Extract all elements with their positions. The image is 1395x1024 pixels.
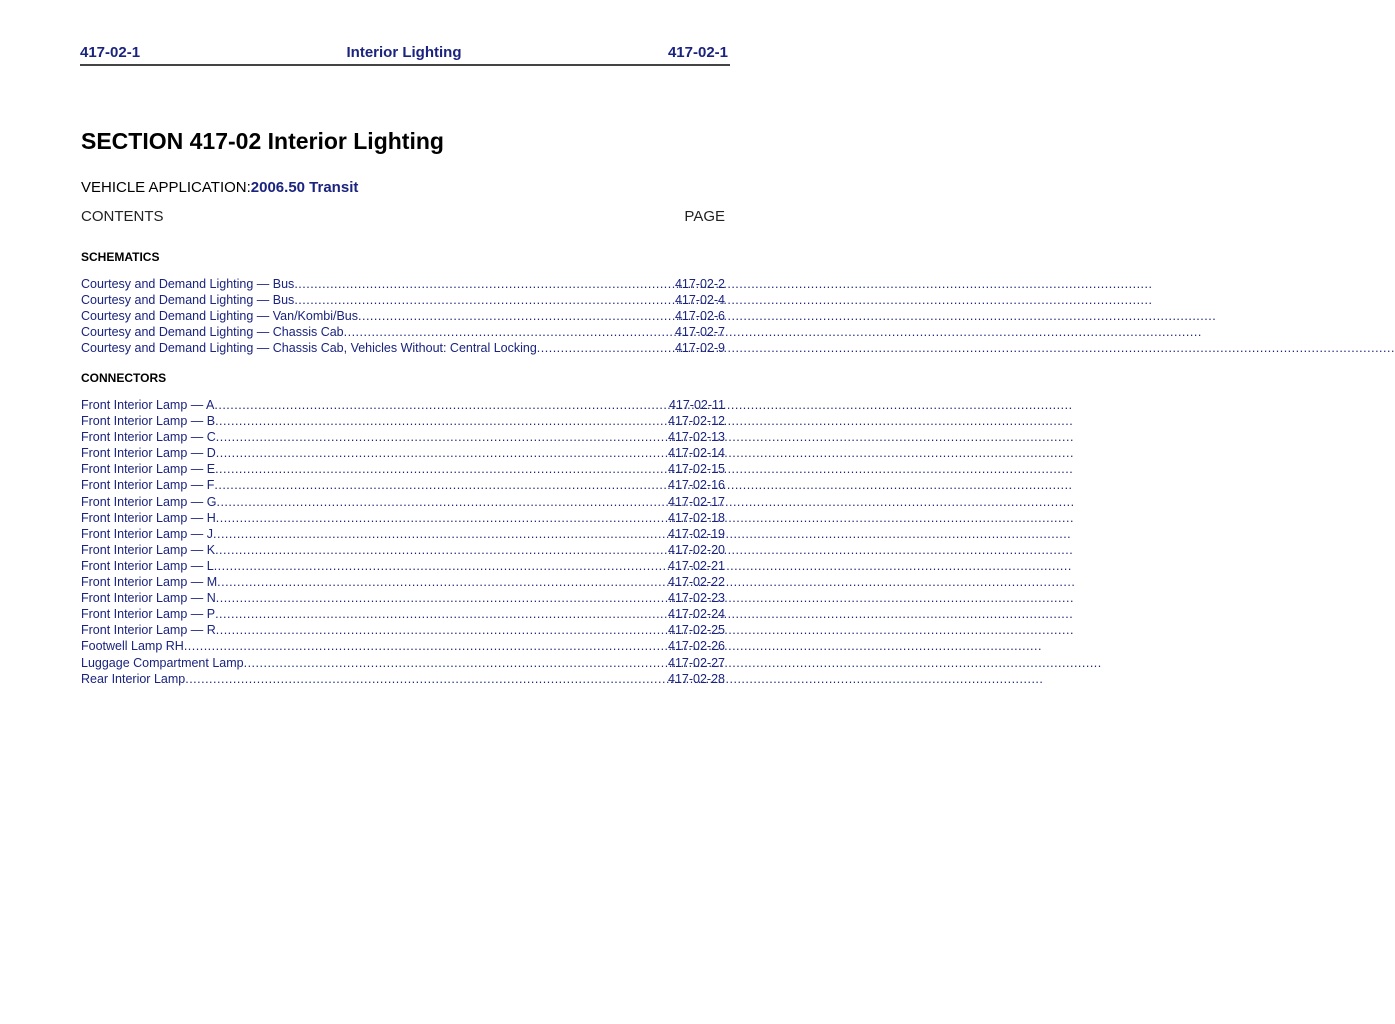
- toc-entry[interactable]: [81, 292, 725, 308]
- toc-entry-label[interactable]: Footwell Lamp RH: [81, 639, 184, 654]
- toc-leader-dots: [216, 445, 634, 461]
- toc-entry[interactable]: [81, 276, 725, 292]
- toc-leader-dots: [537, 340, 634, 356]
- toc-entry-label[interactable]: Front Interior Lamp — G: [81, 494, 217, 509]
- toc-entry-label[interactable]: Front Interior Lamp — M: [81, 575, 218, 590]
- toc-entry-page[interactable]: 417-02-18: [668, 510, 725, 525]
- toc-entry-page[interactable]: 417-02-20: [668, 542, 725, 557]
- toc-entry[interactable]: [81, 461, 725, 477]
- toc-entry-label[interactable]: Front Interior Lamp — A: [81, 398, 215, 412]
- toc-entry-label[interactable]: Courtesy and Demand Lighting — Van/Kombi/Bus: [81, 309, 359, 324]
- page-label: PAGE: [684, 208, 725, 225]
- toc-entry[interactable]: [81, 655, 725, 671]
- toc-entry-page[interactable]: 417-02-7: [674, 325, 725, 340]
- toc-entry-page[interactable]: 417-02-9: [674, 341, 725, 356]
- header-divider: [80, 64, 730, 66]
- toc-entry[interactable]: [81, 606, 725, 622]
- toc-entry-page[interactable]: 417-02-26: [668, 639, 725, 654]
- connectors-heading: CONNECTORS: [81, 371, 167, 385]
- toc-entry[interactable]: [81, 590, 725, 606]
- toc-entry-label[interactable]: Rear Interior Lamp: [81, 671, 186, 686]
- toc-entry-label[interactable]: Front Interior Lamp — R: [81, 623, 216, 638]
- toc-leader-dots: [216, 510, 634, 526]
- toc-entry-page[interactable]: 417-02-6: [674, 309, 725, 324]
- toc-leader-dots: [344, 324, 634, 340]
- toc-entry-page[interactable]: 417-02-27: [668, 655, 725, 670]
- toc-leader-dots: [214, 477, 634, 493]
- toc-leader-dots: [215, 461, 634, 477]
- toc-leader-dots: [214, 558, 634, 574]
- page-header: [80, 40, 728, 64]
- toc-leader-dots: [185, 671, 634, 687]
- toc-entry-page[interactable]: 417-02-17: [668, 494, 725, 509]
- toc-entry-label[interactable]: Front Interior Lamp — B: [81, 414, 216, 429]
- contents-header: [81, 208, 725, 225]
- vehicle-application-value[interactable]: 2006.50 Transit: [250, 179, 359, 196]
- toc-entry[interactable]: [81, 622, 725, 638]
- toc-entry-label[interactable]: Front Interior Lamp — L: [81, 558, 214, 573]
- toc-entry[interactable]: [81, 308, 725, 324]
- toc-entry-page[interactable]: 417-02-28: [668, 671, 725, 686]
- toc-entry[interactable]: [81, 494, 725, 510]
- toc-entry-page[interactable]: 417-02-13: [668, 430, 725, 445]
- toc-entry-page[interactable]: 417-02-24: [668, 607, 725, 622]
- toc-leader-dots: [213, 526, 634, 542]
- toc-entry-page[interactable]: 417-02-2: [674, 277, 725, 291]
- toc-entry[interactable]: [81, 397, 725, 413]
- toc-entry-page[interactable]: 417-02-25: [668, 623, 725, 638]
- toc-leader-dots: [184, 638, 634, 654]
- toc-entry-label[interactable]: Front Interior Lamp — H: [81, 510, 216, 525]
- toc-entry-label[interactable]: Courtesy and Demand Lighting — Bus: [81, 277, 295, 291]
- header-title: Interior Lighting: [346, 43, 462, 61]
- header-page-number-left: 417-02-1: [80, 43, 141, 61]
- toc-entry-page[interactable]: 417-02-12: [668, 414, 725, 429]
- toc-entry-label[interactable]: Front Interior Lamp — J: [81, 526, 213, 541]
- toc-entry-page[interactable]: 417-02-15: [668, 462, 725, 477]
- toc-entry[interactable]: [81, 445, 725, 461]
- toc-entry-page[interactable]: 417-02-14: [668, 446, 725, 461]
- toc-entry[interactable]: [81, 558, 725, 574]
- toc-entry-label[interactable]: Front Interior Lamp — E: [81, 462, 216, 477]
- vehicle-application: [81, 179, 358, 196]
- toc-entry-page[interactable]: 417-02-21: [668, 558, 725, 573]
- toc-entry-page[interactable]: 417-02-11: [668, 398, 725, 412]
- section-title: SECTION 417-02 Interior Lighting: [81, 128, 444, 154]
- toc-leader-dots: [217, 574, 634, 590]
- toc-leader-dots: [294, 276, 634, 292]
- toc-entry[interactable]: [81, 477, 725, 493]
- toc-entry[interactable]: [81, 429, 725, 445]
- toc-entry-label[interactable]: Courtesy and Demand Lighting — Chassis Cab: [81, 325, 344, 340]
- vehicle-application-label: VEHICLE APPLICATION:: [81, 179, 251, 196]
- toc-entry-label[interactable]: Courtesy and Demand Lighting — Bus: [81, 293, 295, 308]
- toc-entry[interactable]: [81, 526, 725, 542]
- toc-entry[interactable]: [81, 671, 725, 687]
- toc-entry[interactable]: [81, 574, 725, 590]
- toc-entry-page[interactable]: 417-02-4: [674, 293, 725, 308]
- toc-leader-dots: [215, 542, 634, 558]
- toc-leader-dots: [294, 292, 634, 308]
- toc-leader-dots: [215, 606, 634, 622]
- toc-entry[interactable]: [81, 413, 725, 429]
- toc-entry-label[interactable]: Front Interior Lamp — D: [81, 446, 216, 461]
- toc-leader-dots: [216, 429, 634, 445]
- toc-leader-dots: [244, 655, 634, 671]
- toc-leader-dots: [216, 622, 634, 638]
- toc-entry[interactable]: [81, 340, 725, 356]
- toc-entry[interactable]: [81, 542, 725, 558]
- toc-entry-label[interactable]: Front Interior Lamp — N: [81, 591, 216, 606]
- toc-leader-dots: [215, 413, 634, 429]
- toc-entry-label[interactable]: Courtesy and Demand Lighting — Chassis Cab, Vehicles Without: Central Locking: [81, 341, 537, 356]
- schematics-heading: SCHEMATICS: [81, 250, 160, 264]
- toc-entry-label[interactable]: Front Interior Lamp — F: [81, 478, 215, 493]
- toc-entry-label[interactable]: Luggage Compartment Lamp: [81, 655, 244, 670]
- toc-entry-page[interactable]: 417-02-23: [668, 591, 725, 606]
- toc-leader-dots: [216, 590, 634, 606]
- toc-leader-dots: [214, 397, 634, 413]
- toc-entry-label[interactable]: Front Interior Lamp — K: [81, 542, 216, 557]
- toc-entry-page[interactable]: 417-02-22: [668, 575, 725, 590]
- toc-leader-dots: [216, 494, 634, 510]
- toc-entry[interactable]: [81, 324, 725, 340]
- toc-entry-page[interactable]: 417-02-19: [668, 526, 725, 541]
- toc-leader-dots: [358, 308, 634, 324]
- toc-entry[interactable]: [81, 638, 725, 654]
- header-page-number-right: 417-02-1: [667, 43, 728, 61]
- toc-entry-label[interactable]: Front Interior Lamp — C: [81, 430, 216, 445]
- toc-entry[interactable]: [81, 510, 725, 526]
- toc-entry-page[interactable]: 417-02-16: [668, 478, 725, 493]
- contents-label: CONTENTS: [81, 208, 164, 225]
- schematics-list: [81, 276, 725, 356]
- connectors-list: [81, 397, 725, 687]
- toc-entry-label[interactable]: Front Interior Lamp — P: [81, 607, 216, 622]
